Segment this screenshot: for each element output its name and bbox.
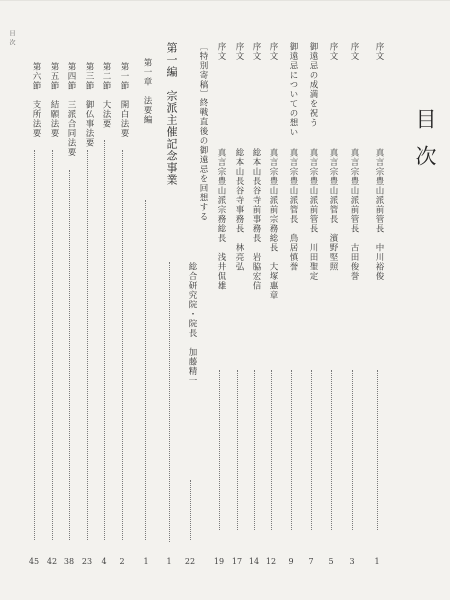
leader-dots — [52, 150, 53, 540]
entry-page-number: 14 — [248, 557, 260, 566]
section-page-number: 42 — [46, 557, 58, 566]
section-page-number: 45 — [28, 557, 40, 566]
leader-dots — [104, 140, 105, 540]
leader-dots — [291, 370, 292, 530]
entry-author: 真言宗豊山派管長 濱野堅照 — [328, 148, 338, 272]
entry-author: 真言宗豊山派前管長 古田俊誉 — [349, 148, 359, 281]
section-title: 開白法要 — [119, 100, 129, 138]
page-edge-shadow — [0, 0, 450, 1]
part-heading: 第一編 宗派主催記念事業 — [165, 42, 178, 186]
section-label: 第五節 — [49, 62, 59, 91]
leader-dots — [145, 200, 146, 540]
entry-page-number: 3 — [349, 557, 355, 566]
entry-page-number: 7 — [308, 557, 314, 566]
part-page-number: 1 — [166, 557, 172, 566]
entry-author: 真言宗豊山派前宗務総長 大塚惠章 — [268, 148, 278, 300]
entry-page-number: 1 — [374, 557, 380, 566]
entry-heading: 御遠忌についての想い — [288, 42, 298, 137]
entry-author: 真言宗豊山派管長 鳥居慎誉 — [288, 148, 298, 272]
section-page-number: 4 — [101, 557, 107, 566]
entry-heading: 序文 — [328, 42, 338, 61]
entry-page-number: 12 — [265, 557, 277, 566]
section-label: 第六節 — [31, 62, 41, 91]
section-label: 第四節 — [66, 62, 76, 91]
entry-author: 真言宗豊山派前管長 川田聖定 — [308, 148, 318, 281]
entry-heading: 序文 — [374, 42, 384, 61]
page-title: 目次 — [413, 108, 437, 182]
running-head: 目次 — [8, 30, 15, 48]
leader-dots — [219, 370, 220, 530]
special-label: 〔特別寄稿〕 — [198, 42, 208, 99]
leader-dots — [254, 370, 255, 530]
chapter-page-number: 1 — [143, 557, 149, 566]
section-page-number: 23 — [81, 557, 93, 566]
section-page-number: 38 — [63, 557, 75, 566]
section-title: 結願法要 — [49, 100, 59, 138]
section-title: 三派合同法要 — [66, 100, 76, 157]
special-title: 終戦直後の御遠忌を回想する — [198, 98, 208, 222]
entry-page-number: 19 — [213, 557, 225, 566]
special-author: 総合研究院・院長 加藤精一 — [187, 262, 197, 386]
section-title: 御仏事法要 — [84, 100, 94, 148]
entry-author: 総本山長谷寺事務長 林亮弘 — [234, 148, 244, 272]
entry-author: 真言宗豊山派前管長 中川裕俊 — [374, 148, 384, 281]
entry-author: 真言宗豊山派宗務総長 浅井侃雄 — [216, 148, 226, 291]
entry-page-number: 9 — [288, 557, 294, 566]
special-page-number: 22 — [184, 557, 196, 566]
section-label: 第二節 — [101, 62, 111, 91]
chapter-heading: 第一章 法要編 — [142, 58, 152, 125]
leader-dots — [377, 370, 378, 530]
leader-dots — [331, 370, 332, 530]
entry-heading: 序文 — [216, 42, 226, 61]
leader-dots — [69, 170, 70, 540]
leader-dots — [271, 370, 272, 530]
leader-dots — [190, 480, 191, 540]
entry-heading: 序文 — [234, 42, 244, 61]
section-title: 大法要 — [101, 100, 111, 129]
entry-heading: 序文 — [251, 42, 261, 61]
entry-heading: 序文 — [349, 42, 359, 61]
entry-heading: 序文 — [268, 42, 278, 61]
leader-dots — [87, 150, 88, 540]
leader-dots — [122, 150, 123, 540]
section-title: 支所法要 — [31, 100, 41, 138]
leader-dots — [237, 370, 238, 530]
section-page-number: 2 — [119, 557, 125, 566]
section-label: 第一節 — [119, 62, 129, 91]
entry-heading: 御遠忌の成満を祝う — [308, 42, 318, 128]
leader-dots — [34, 150, 35, 540]
section-label: 第三節 — [84, 62, 94, 91]
entry-page-number: 17 — [231, 557, 243, 566]
leader-dots — [352, 370, 353, 530]
entry-author: 総本山長谷寺前事務長 岩脇宏信 — [251, 148, 261, 291]
entry-page-number: 5 — [328, 557, 334, 566]
leader-dots — [311, 370, 312, 530]
leader-dots — [169, 262, 170, 542]
